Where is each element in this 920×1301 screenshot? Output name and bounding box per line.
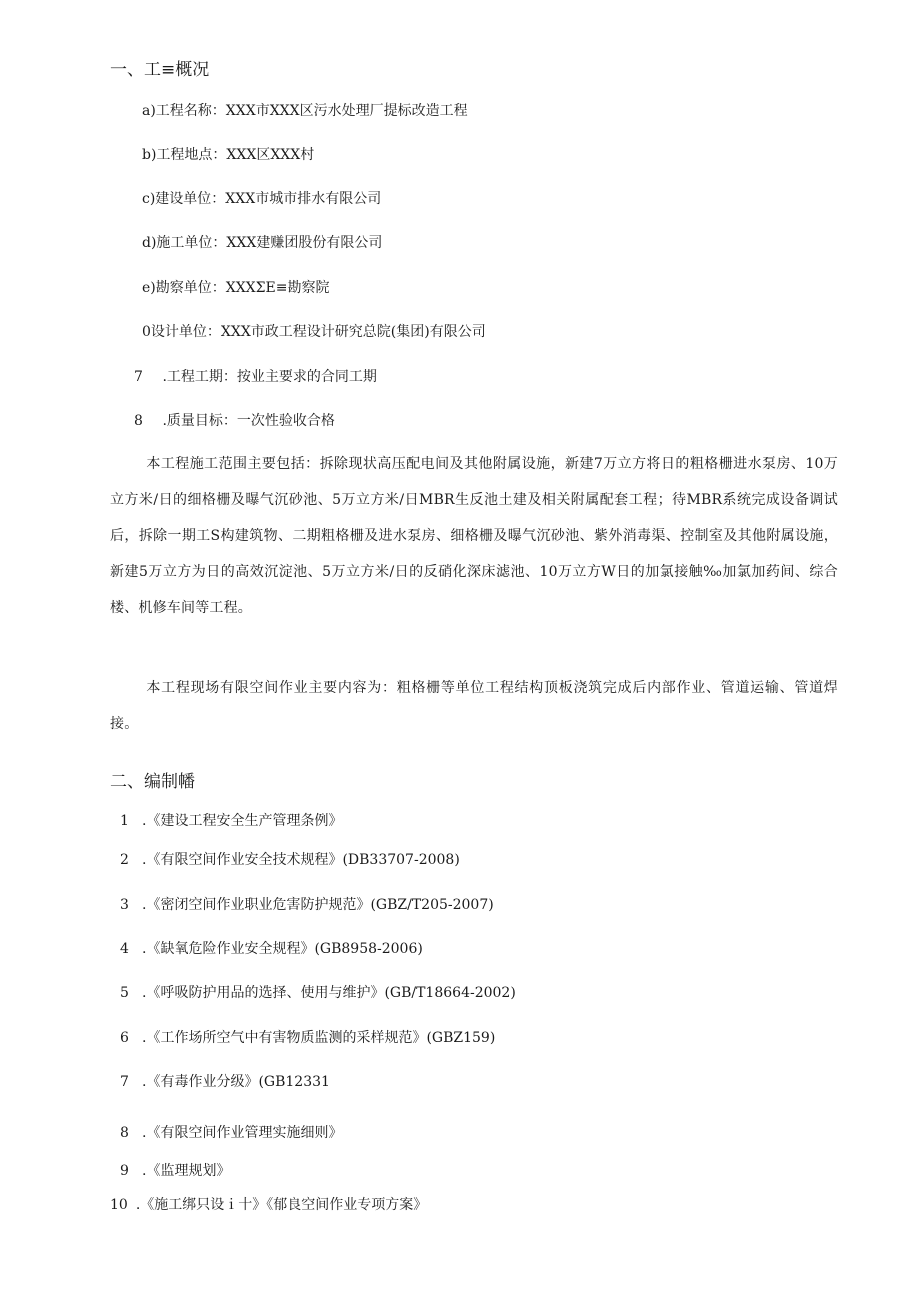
item-number: 1 <box>120 813 129 829</box>
item-text: .质量目标：一次性验收合格 <box>162 413 335 429</box>
item-number: 3 <box>120 897 129 913</box>
item-text: .《有限空间作业管理实施细则》 <box>142 1125 343 1141</box>
reference-item <box>120 1028 495 1048</box>
item-number: 4 <box>120 941 129 957</box>
item-text: .《呼吸防护用品的选择、使用与维护》(GB/T18664-2002) <box>142 985 516 1001</box>
construction-period <box>134 367 377 387</box>
scope-paragraph: 本工程施工范围主要包括：拆除现状高压配电间及其他附属设施，新建7万立方将日的粗格栅进水泵房、10万立方米/日的细格栅及曝气沉砂池、5万立方米/日MBR生反池土建及相关附属配套工程；待MBR系统完成设备调试后，拆除一期工S构建筑物、二期粗格栅及进水泵房、细格栅及曝气沉砂池、紫外消毒渠、控制室及其他附属设施，新建5万立方为日的高效沉淀池、5万立方米/日的反硝化深床滤池、10万立方W日的加氯接触‰加氯加药间、综合楼、机修车间等工程。 <box>110 456 838 616</box>
item-text: .《有限空间作业安全技术规程》(DB33707-2008) <box>142 852 460 868</box>
item-text: .《施工绑只设ｉ十》《郁良空间作业专项方案》 <box>135 1197 428 1213</box>
item-text: .《工作场所空气中有害物质监测的采样规范》(GBZ159) <box>142 1030 496 1046</box>
project-name: a)工程名称：XXX市XXX区污水处理厂提标改造工程 <box>142 103 468 119</box>
reference-item <box>120 1123 342 1143</box>
item-number: 10 <box>110 1197 128 1213</box>
item-number: 9 <box>120 1163 129 1179</box>
item-text: .《密闭空间作业职业危害防护规范》(GBZ/T205-2007) <box>142 897 494 913</box>
reference-item <box>110 1195 427 1215</box>
reference-item <box>120 1072 330 1092</box>
item-text: .《建设工程安全生产管理条例》 <box>142 813 343 829</box>
item-text: .《监理规划》 <box>142 1163 231 1179</box>
contractor: d)施工单位：XXX建赚团股份有限公司 <box>142 235 383 251</box>
item-text: .《缺氧危险作业安全规程》(GB8958-2006) <box>142 941 423 957</box>
reference-item <box>120 895 494 915</box>
item-text: .《有毒作业分级》(GB12331 <box>142 1074 330 1090</box>
item-number: 6 <box>120 1030 129 1046</box>
section1-heading: 一、工≡概况 <box>110 60 210 80</box>
item-text: .工程工期：按业主要求的合同工期 <box>162 369 377 385</box>
construction-owner: c)建设单位：XXX市城市排水有限公司 <box>142 191 382 207</box>
item-number: 8 <box>134 413 143 429</box>
item-number: 2 <box>120 852 129 868</box>
item-number: 7 <box>120 1074 129 1090</box>
item-number: 8 <box>120 1125 129 1141</box>
project-location: b)工程地点：XXX区XXX村 <box>142 147 315 163</box>
quality-target <box>134 411 335 431</box>
reference-item <box>120 939 423 959</box>
item-number: 7 <box>134 369 143 385</box>
reference-item <box>120 983 516 1003</box>
reference-item <box>120 1161 230 1181</box>
reference-item <box>120 811 342 831</box>
confined-space-paragraph: 本工程现场有限空间作业主要内容为：粗格栅等单位工程结构顶板浇筑完成后内部作业、管道运输、管道焊接。 <box>110 680 838 732</box>
item-number: 5 <box>120 985 129 1001</box>
section2-heading: 二、编制幡 <box>110 772 195 792</box>
survey-unit: e)勘察单位：XXXΣE≡勘察院 <box>142 280 330 296</box>
design-unit: 0设计单位：XXX市政工程设计研究总院(集团)有限公司 <box>142 324 486 340</box>
reference-item <box>120 850 460 870</box>
